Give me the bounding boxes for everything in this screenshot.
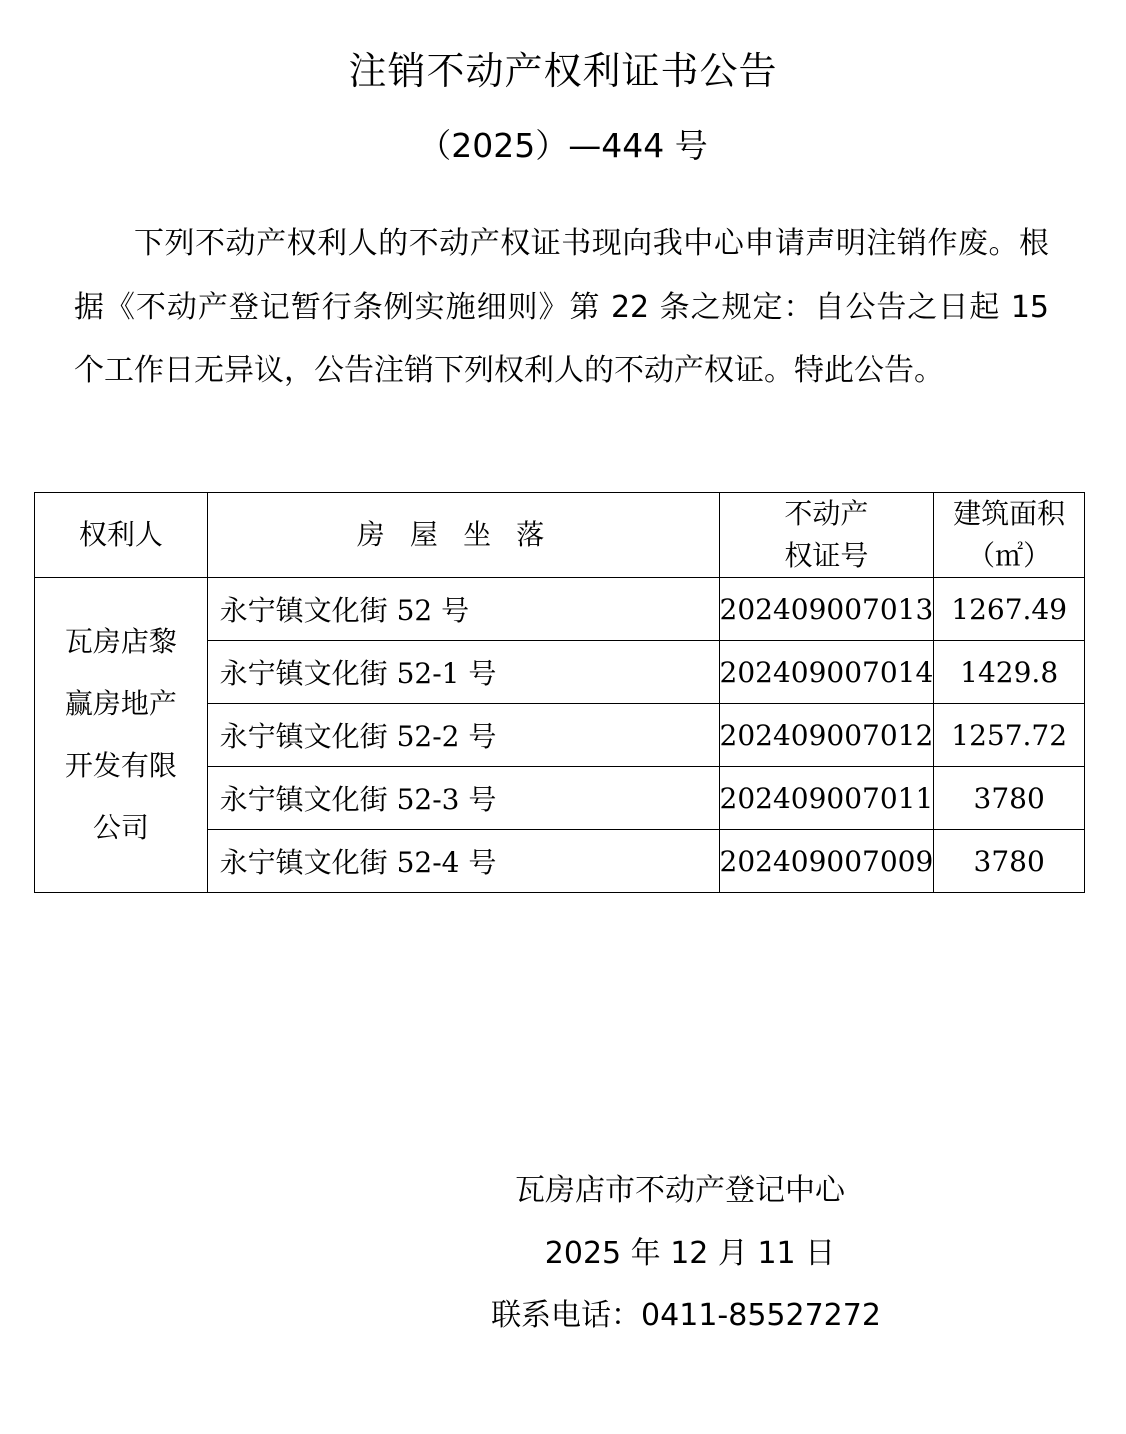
header-cert [719, 493, 934, 578]
area-cell: 1429.8 [934, 641, 1085, 704]
location-cell: 永宁镇文化街 52-4 号 [207, 830, 719, 893]
cert-cell: 202409007009 [719, 830, 934, 893]
header-area [934, 493, 1085, 578]
document-title: 注销不动产权利证书公告 [348, 49, 778, 93]
cert-cell: 202409007012 [719, 704, 934, 767]
location-cell: 永宁镇文化街 52 号 [207, 578, 719, 641]
area-cell: 1257.72 [934, 704, 1085, 767]
cert-cell: 202409007013 [719, 578, 934, 641]
holder-line: 瓦房店黎 [64, 625, 177, 658]
location-cell: 永宁镇文化街 52-1 号 [207, 641, 719, 704]
certificate-table [34, 492, 1085, 893]
header-cert-line1: 不动产 [784, 497, 869, 530]
header-location: 房屋坐落 [207, 493, 719, 578]
table-header-row [35, 493, 1085, 578]
area-cell: 3780 [934, 767, 1085, 830]
holder-cell [35, 578, 208, 893]
holder-line: 赢房地产 [64, 687, 177, 720]
issuing-organization: 瓦房店市不动产登记中心 [515, 1173, 845, 1208]
document-number: （2025）—444 号 [418, 126, 708, 165]
holder-line: 开发有限 [64, 749, 177, 782]
area-cell: 1267.49 [934, 578, 1085, 641]
header-holder: 权利人 [35, 493, 208, 578]
holder-line: 公司 [92, 811, 149, 844]
header-area-line2: （㎡） [967, 539, 1052, 572]
announcement-body: 下列不动产权利人的不动产权证书现向我中心申请声明注销作废。根据《不动产登记暂行条例实施细则》第 22 条之规定：自公告之日起 15 个工作日无异议，公告注销下列权利人的不动产权证。特此公告。 [74, 226, 1049, 388]
header-area-line1: 建筑面积 [953, 497, 1066, 530]
location-cell: 永宁镇文化街 52-2 号 [207, 704, 719, 767]
cert-cell: 202409007011 [719, 767, 934, 830]
table-row [35, 578, 1085, 641]
area-cell: 3780 [934, 830, 1085, 893]
cert-cell: 202409007014 [719, 641, 934, 704]
issue-date: 2025 年 12 月 11 日 [544, 1236, 836, 1271]
location-cell: 永宁镇文化街 52-3 号 [207, 767, 719, 830]
contact-phone: 联系电话：0411-85527272 [491, 1298, 881, 1333]
header-cert-line2: 权证号 [784, 539, 869, 572]
